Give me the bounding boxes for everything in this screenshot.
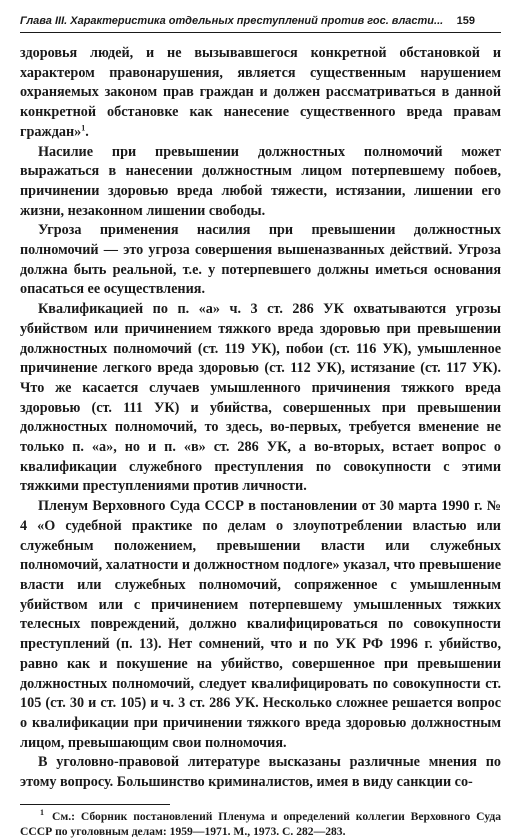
- paragraph: В уголовно-правовой литературе высказаны различные мнения по этому вопросу. Большинство криминалистов, имея в виду санкции со-: [20, 754, 501, 791]
- footnote-mark: 1: [40, 807, 44, 817]
- paragraph: Квалификацией по п. «а» ч. 3 ст. 286 УК охватываются угрозы убийством или причинением тяжкого вреда здоровью при превышении должностных полномочий (ст. 119 УК), побои (ст. 116 УК), умышленное причинение легкого вреда здоровью (ст. 112 УК), истязание (ст. 117 УК). Что же касается случаев умышленного причинения тяжкого вреда здоровью (ст. 111 УК) и убийства, совершенных при превышении должностных полномочий, то здесь, во-первых, требуется вменение не только п. «а», но и п. «в» ст. 286 УК, а во-вторых, встает вопрос о квалификации служебного преступления по совокупности с этими тяжкими преступлениями против личности.: [20, 301, 501, 495]
- paragraph: Пленум Верховного Суда СССР в постановлении от 30 марта 1990 г. № 4 «О судебной практике по делам о злоупотреблении властью или служебным положением, превышении власти или служебных полномочий, халатности и должностном подлоге» указал, что превышение власти или служебных полномочий, сопряженное с умышленным убийством или с причинением потерпевшему умышленных тяжких телесных повреждений, должно квалифицироваться по совокупности преступлений (п. 13). Нет сомнений, что и по УК РФ 1996 г. убийство, равно как и покушение на убийство, совершенное при превышении должностных полномочий, следует квалифицировать по совокупности ст. 105 (ст. 30 и ст. 105) и ч. 3 ст. 286 УК. Несколько сложнее решается вопрос о квалификации при причинении тяжкого вреда здоровью должностным лицом, превышающим свои полномочия.: [20, 498, 501, 751]
- footnote-reference[interactable]: 1: [81, 123, 86, 133]
- footnote-divider: [20, 804, 170, 805]
- paragraph-text: здоровья людей, и не вызывавшегося конкретной обстановкой и характером правонарушения, является существенным нарушением охраняемых законом прав граждан и должен рассматриваться в данной конкретной обстановке как нанесение существенного вреда правам граждан»: [20, 45, 501, 140]
- paragraph: Угроза применения насилия при превышении должностных полномочий — это угроза совершения вышеназванных действий. Угроза должна быть реальной, т.е. у потерпевшего должны иметься основания опасаться ее осуществления.: [20, 222, 501, 298]
- page-number: 159: [456, 15, 475, 27]
- footnote: [20, 809, 501, 839]
- paragraph: Насилие при превышении должностных полномочий может выражаться в нанесении должностным лицом потерпевшему побоев, причинении здоровью вреда любой тяжести, истязании, лишении его жизни, незаконном лишении свободы.: [20, 143, 501, 219]
- running-header: [20, 0, 501, 33]
- main-text: [20, 44, 501, 793]
- paragraph: здоровья людей, и не вызывавшегося конкретной обстановкой и характером правонарушения, является существенным нарушением охраняемых законом прав граждан и должен рассматриваться в данной конкретной обстановке как нанесение существенного вреда правам граждан»$^1$.: [20, 45, 501, 140]
- chapter-title: Глава III. Характеристика отдельных преступлений против гос. власти...: [20, 15, 444, 27]
- footnote-text: См.: Сборник постановлений Пленума и определений коллегии Верховного Суда СССР по уголовным делам: 1959—1971. М., 1973. С. 282—283.: [20, 809, 501, 838]
